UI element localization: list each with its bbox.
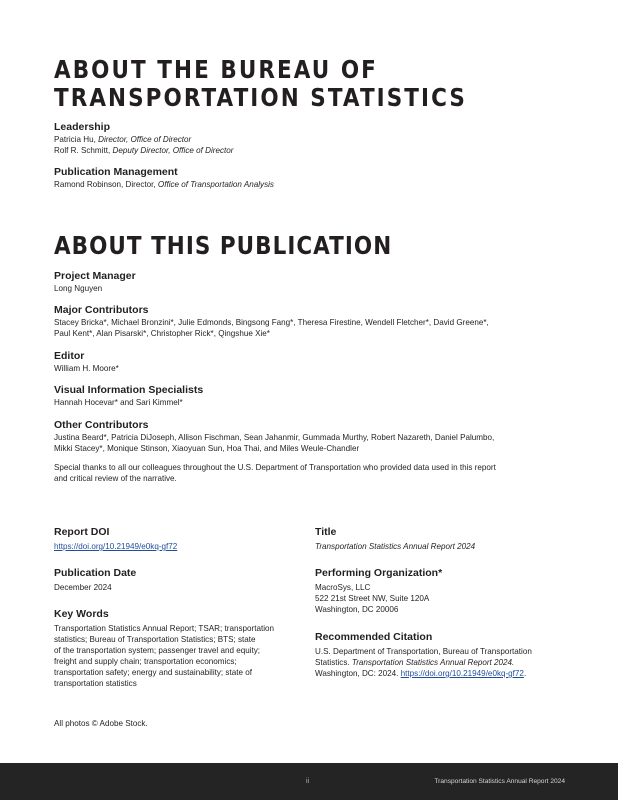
- photo-credit: [54, 718, 554, 729]
- citation-text: Statistics.: [315, 658, 352, 667]
- about-bts-heading-line1: ABOUT THE BUREAU OF: [54, 55, 378, 84]
- performing-organization-section: [315, 567, 565, 615]
- editor-section: [54, 350, 554, 374]
- special-thanks-line: and critical review of the narrative.: [54, 474, 177, 483]
- special-thanks-line: Special thanks to all our colleagues throughout the U.S. Department of Transportation who provided data used in this report: [54, 463, 496, 472]
- report-doi-section: [54, 526, 304, 552]
- project-manager-name: Long Nguyen: [54, 284, 103, 293]
- citation-doi-link[interactable]: https://doi.org/10.21949/e0kq-gf72: [400, 669, 524, 678]
- leader-row: [54, 134, 554, 145]
- about-publication-heading: ABOUT THIS PUBLICATION: [54, 231, 393, 260]
- visual-information-section: [54, 384, 554, 408]
- organization-name: MacroSys, LLC: [315, 583, 371, 592]
- major-contributors-line: Stacey Bricka*, Michael Bronzini*, Julie Edmonds, Bingsong Fang*, Theresa Firestine, Wendell Fletcher*, David Greene*,: [54, 318, 489, 327]
- key-words-line: of the transportation system; passenger travel and equity;: [54, 646, 261, 655]
- publication-management-section: [54, 166, 554, 190]
- report-doi-heading: Report DOI: [54, 526, 110, 538]
- publication-date-value: December 2024: [54, 583, 112, 592]
- leader-name: Rolf R. Schmitt,: [54, 146, 113, 155]
- title-section: [315, 526, 565, 552]
- publication-date-section: [54, 567, 304, 593]
- page-number: ii: [306, 778, 310, 785]
- key-words-line: transportation statistics: [54, 679, 137, 688]
- publication-date-heading: Publication Date: [54, 567, 137, 579]
- leader-name: Patricia Hu,: [54, 135, 99, 144]
- performing-organization-heading: Performing Organization*: [315, 567, 443, 579]
- title-heading: Title: [315, 526, 337, 538]
- title-value: Transportation Statistics Annual Report 2024: [315, 542, 476, 551]
- recommended-citation-heading: Recommended Citation: [315, 631, 433, 643]
- publication-manager-title: Office of Transportation Analysis: [157, 180, 274, 189]
- about-bts-heading: [54, 56, 467, 112]
- organization-city: Washington, DC 20006: [315, 605, 399, 614]
- key-words-line: statistics; Bureau of Transportation Statistics; BTS; state: [54, 635, 256, 644]
- citation-report-title: Transportation Statistics Annual Report 2024.: [351, 658, 515, 667]
- publication-management-heading: Publication Management: [54, 166, 178, 178]
- project-manager-heading: Project Manager: [54, 270, 136, 282]
- project-manager-section: [54, 270, 554, 294]
- footer-title: Transportation Statistics Annual Report 2024: [434, 778, 565, 785]
- citation-line: [315, 668, 575, 679]
- key-words-line: freight and supply chain; transportation economics;: [54, 657, 237, 666]
- publication-management-text: [54, 179, 554, 190]
- key-words-heading: Key Words: [54, 608, 109, 620]
- key-words-section: [54, 608, 314, 689]
- visual-information-names: Hannah Hocevar* and Sari Kimmel*: [54, 398, 183, 407]
- about-bts-heading-line2: TRANSPORTATION STATISTICS: [54, 83, 467, 112]
- citation-line: U.S. Department of Transportation, Bureau of Transportation: [315, 647, 532, 656]
- other-contributors-section: [54, 419, 574, 454]
- editor-name: William H. Moore*: [54, 364, 119, 373]
- major-contributors-heading: Major Contributors: [54, 304, 149, 316]
- key-words-line: transportation safety; energy and sustainability; state of: [54, 668, 252, 677]
- recommended-citation-section: [315, 631, 575, 679]
- photo-credit-text: All photos © Adobe Stock.: [54, 719, 148, 728]
- editor-heading: Editor: [54, 350, 85, 362]
- major-contributors-line: Paul Kent*, Alan Pisarski*, Christopher Rick*, Qingshue Xie*: [54, 329, 270, 338]
- organization-address: 522 21st Street NW, Suite 120A: [315, 594, 430, 603]
- report-doi-link[interactable]: https://doi.org/10.21949/e0kq-gf72: [54, 542, 178, 551]
- page-footer: [0, 763, 618, 800]
- leader-title: Deputy Director, Office of Director: [112, 146, 234, 155]
- visual-information-heading: Visual Information Specialists: [54, 384, 204, 396]
- citation-line: [315, 657, 575, 668]
- leader-title: Director, Office of Director: [98, 135, 192, 144]
- leader-row: [54, 145, 554, 156]
- other-contributors-line: Justina Beard*, Patricia DiJoseph, Allison Fischman, Sean Jahanmir, Gummada Murthy, Robert Nazareth, Daniel Palumbo,: [54, 433, 495, 442]
- key-words-line: Transportation Statistics Annual Report; TSAR; transportation: [54, 624, 274, 633]
- other-contributors-line: Mikki Stacey*, Monique Stinson, Xiaoyuan Sun, Hoa Thai, and Miles Weule-Chandler: [54, 444, 360, 453]
- special-thanks: [54, 462, 574, 484]
- other-contributors-heading: Other Contributors: [54, 419, 149, 431]
- leadership-section: [54, 121, 554, 156]
- citation-period: .: [523, 669, 527, 678]
- major-contributors-section: [54, 304, 574, 339]
- citation-text: Washington, DC: 2024.: [315, 669, 401, 678]
- leadership-heading: Leadership: [54, 121, 111, 133]
- publication-manager-name: Ramond Robinson, Director,: [54, 180, 158, 189]
